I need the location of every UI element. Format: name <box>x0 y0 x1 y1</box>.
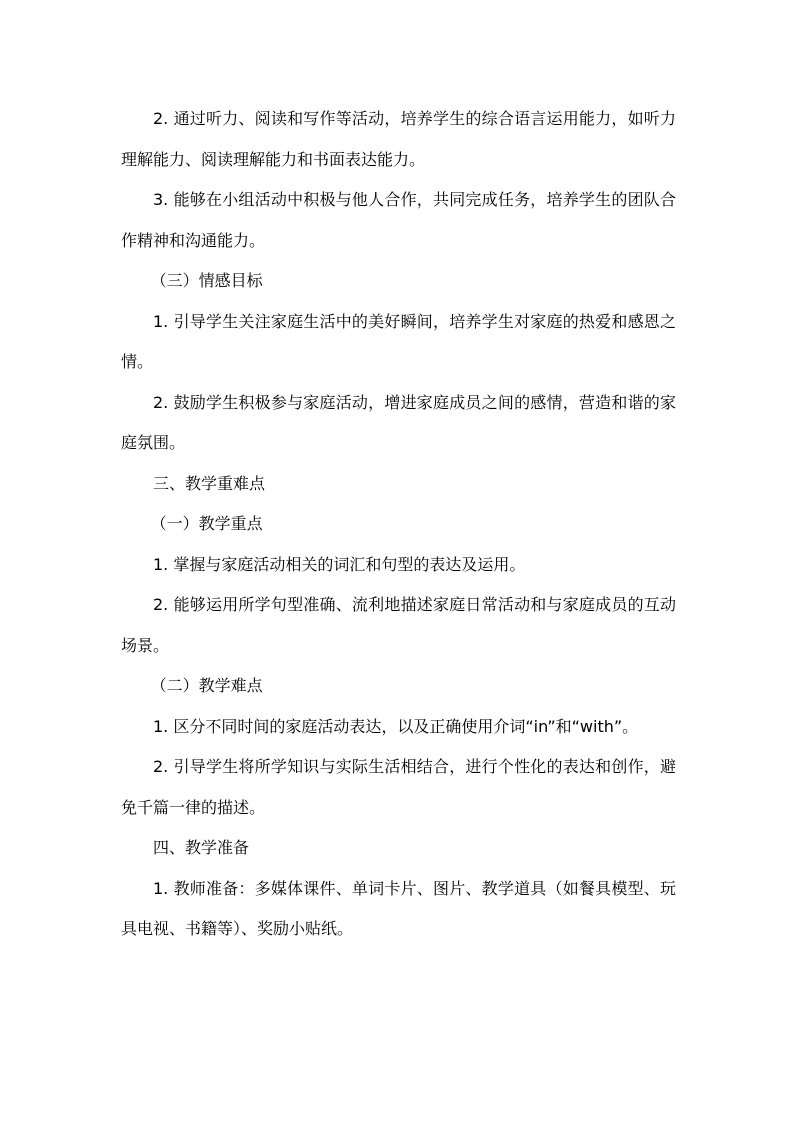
paragraph-skills-goal-2: 2. 通过听力、阅读和写作等活动，培养学生的综合语言运用能力，如听力理解能力、阅读理解能力和书面表达能力。 <box>121 109 676 169</box>
paragraph-skills-goal-3: 3. 能够在小组活动中积极与他人合作，共同完成任务，培养学生的团队合作精神和沟通能力。 <box>121 190 676 250</box>
section-title-teaching-preparation: 四、教学准备 <box>153 838 250 857</box>
document-body <box>121 99 676 950</box>
paragraph-key-point-2: 2. 能够运用所学句型准确、流利地描述家庭日常活动和与家庭成员的互动场景。 <box>121 595 676 655</box>
section-title-key-difficult-points: 三、教学重难点 <box>153 473 266 493</box>
paragraph-difficult-point-2: 2. 引导学生将所学知识与实际生活相结合，进行个性化的表达和创作，避免千篇一律的描述。 <box>121 757 676 817</box>
paragraph-key-point-1: 1. 掌握与家庭活动相关的词汇和句型的表达及运用。 <box>153 554 526 574</box>
paragraph-emotional-goal-2: 2. 鼓励学生积极参与家庭活动，增进家庭成员之间的感情，营造和谐的家庭氛围。 <box>121 392 676 452</box>
paragraph-emotional-goal-1: 1. 引导学生关注家庭生活中的美好瞬间，培养学生对家庭的热爱和感恩之情。 <box>121 311 676 371</box>
heading-key-points: （一）教学重点 <box>150 514 263 533</box>
paragraph-difficult-point-1: 1. 区分不同时间的家庭活动表达，以及正确使用介词“in”和“with”。 <box>153 716 639 736</box>
paragraph-teacher-preparation: 1. 教师准备：多媒体课件、单词卡片、图片、教学道具（如餐具模型、玩具电视、书籍等）、奖励小贴纸。 <box>121 878 676 938</box>
heading-emotional-goals: （三）情感目标 <box>150 271 263 290</box>
heading-difficult-points: （二）教学难点 <box>150 676 263 695</box>
